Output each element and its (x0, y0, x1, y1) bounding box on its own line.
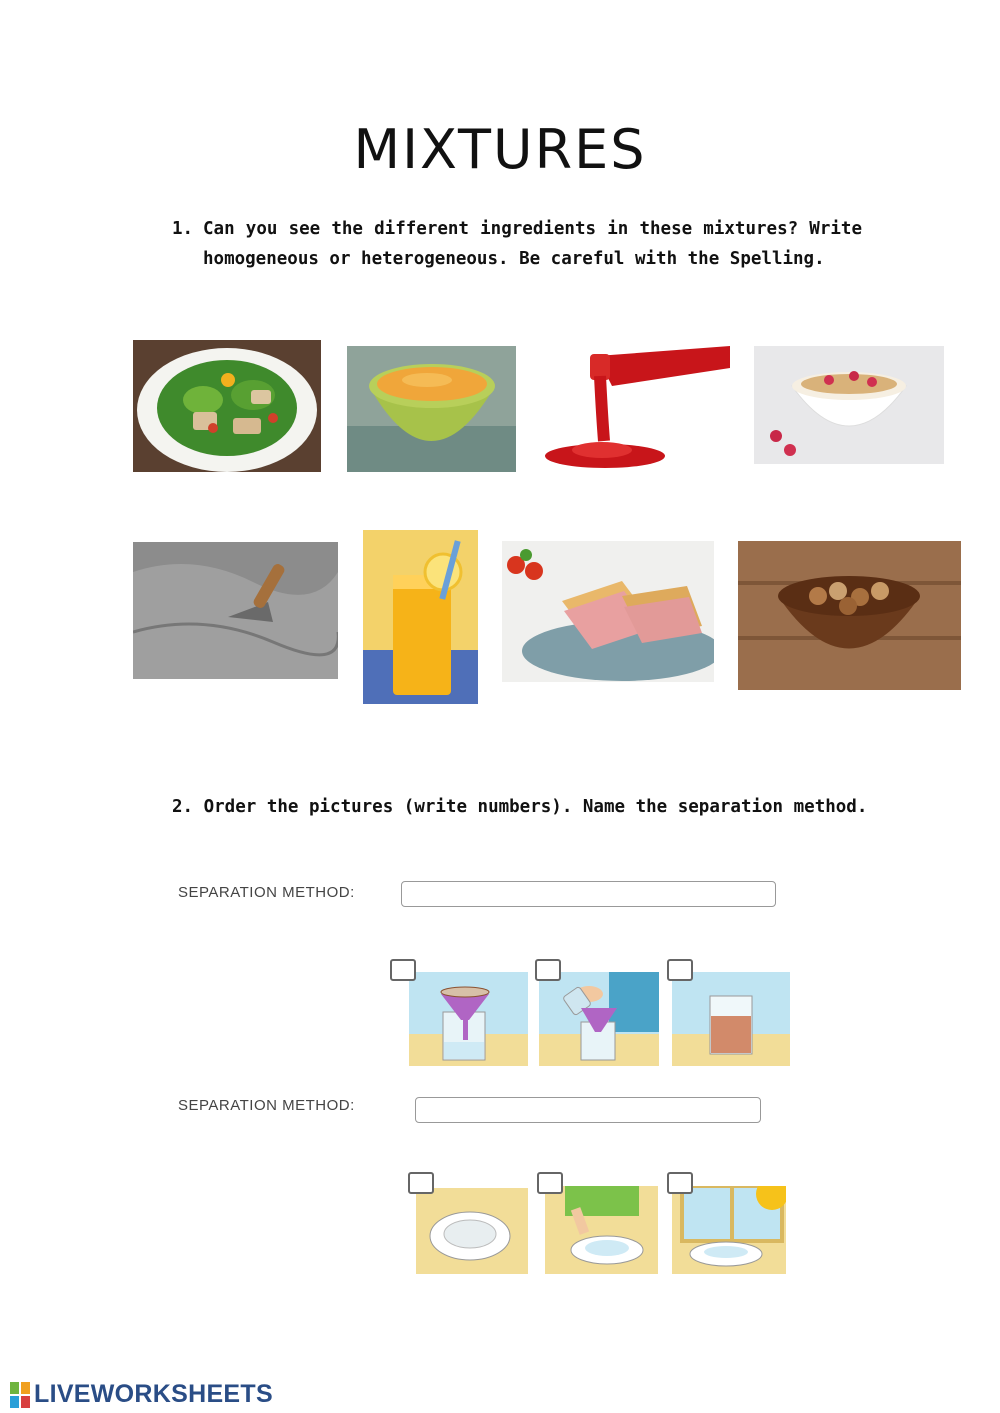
liveworksheets-logo (10, 1380, 273, 1409)
question-1 (172, 214, 862, 274)
filtration-step-funnel-image (409, 972, 528, 1066)
evaporation-step-residue-image (416, 1188, 528, 1274)
cement-trowel-image (133, 542, 338, 679)
separation-method-label-1: SEPARATION METHOD: (178, 884, 355, 901)
order-checkbox-evaporation-2[interactable] (537, 1172, 563, 1194)
filtration-step-beaker-image (672, 972, 790, 1066)
page-title: MIXTURES (353, 118, 647, 181)
order-checkbox-evaporation-1[interactable] (408, 1172, 434, 1194)
question-1-number: 1. (172, 219, 194, 239)
nuts-bowl-image (738, 541, 961, 690)
ketchup-image (542, 346, 730, 472)
filtration-step-pouring-image (539, 972, 659, 1066)
cereal-bowl-image (754, 346, 944, 464)
separation-method-input-2[interactable] (415, 1097, 761, 1123)
separation-method-input-1[interactable] (401, 881, 776, 907)
question-1-text: Can you see the different ingredients in these mixtures? Write homogeneous or heterogeneous. Be careful with the Spelling. (203, 219, 862, 269)
evaporation-step-pouring-image (545, 1186, 658, 1274)
brand-name: LIVEWORKSHEETS (34, 1380, 273, 1408)
salad-image (133, 340, 321, 472)
evaporation-step-sun-image (672, 1186, 786, 1274)
separation-method-label-2: SEPARATION METHOD: (178, 1097, 355, 1114)
puree-image (347, 346, 516, 472)
question-2-text: 2. Order the pictures (write numbers). Name the separation method. (172, 797, 868, 817)
liveworksheets-logo-icon (10, 1382, 30, 1408)
order-checkbox-filtration-2[interactable] (535, 959, 561, 981)
orange-juice-image (363, 530, 478, 704)
order-checkbox-evaporation-3[interactable] (667, 1172, 693, 1194)
order-checkbox-filtration-3[interactable] (667, 959, 693, 981)
order-checkbox-filtration-1[interactable] (390, 959, 416, 981)
sandwich-image (502, 541, 714, 682)
